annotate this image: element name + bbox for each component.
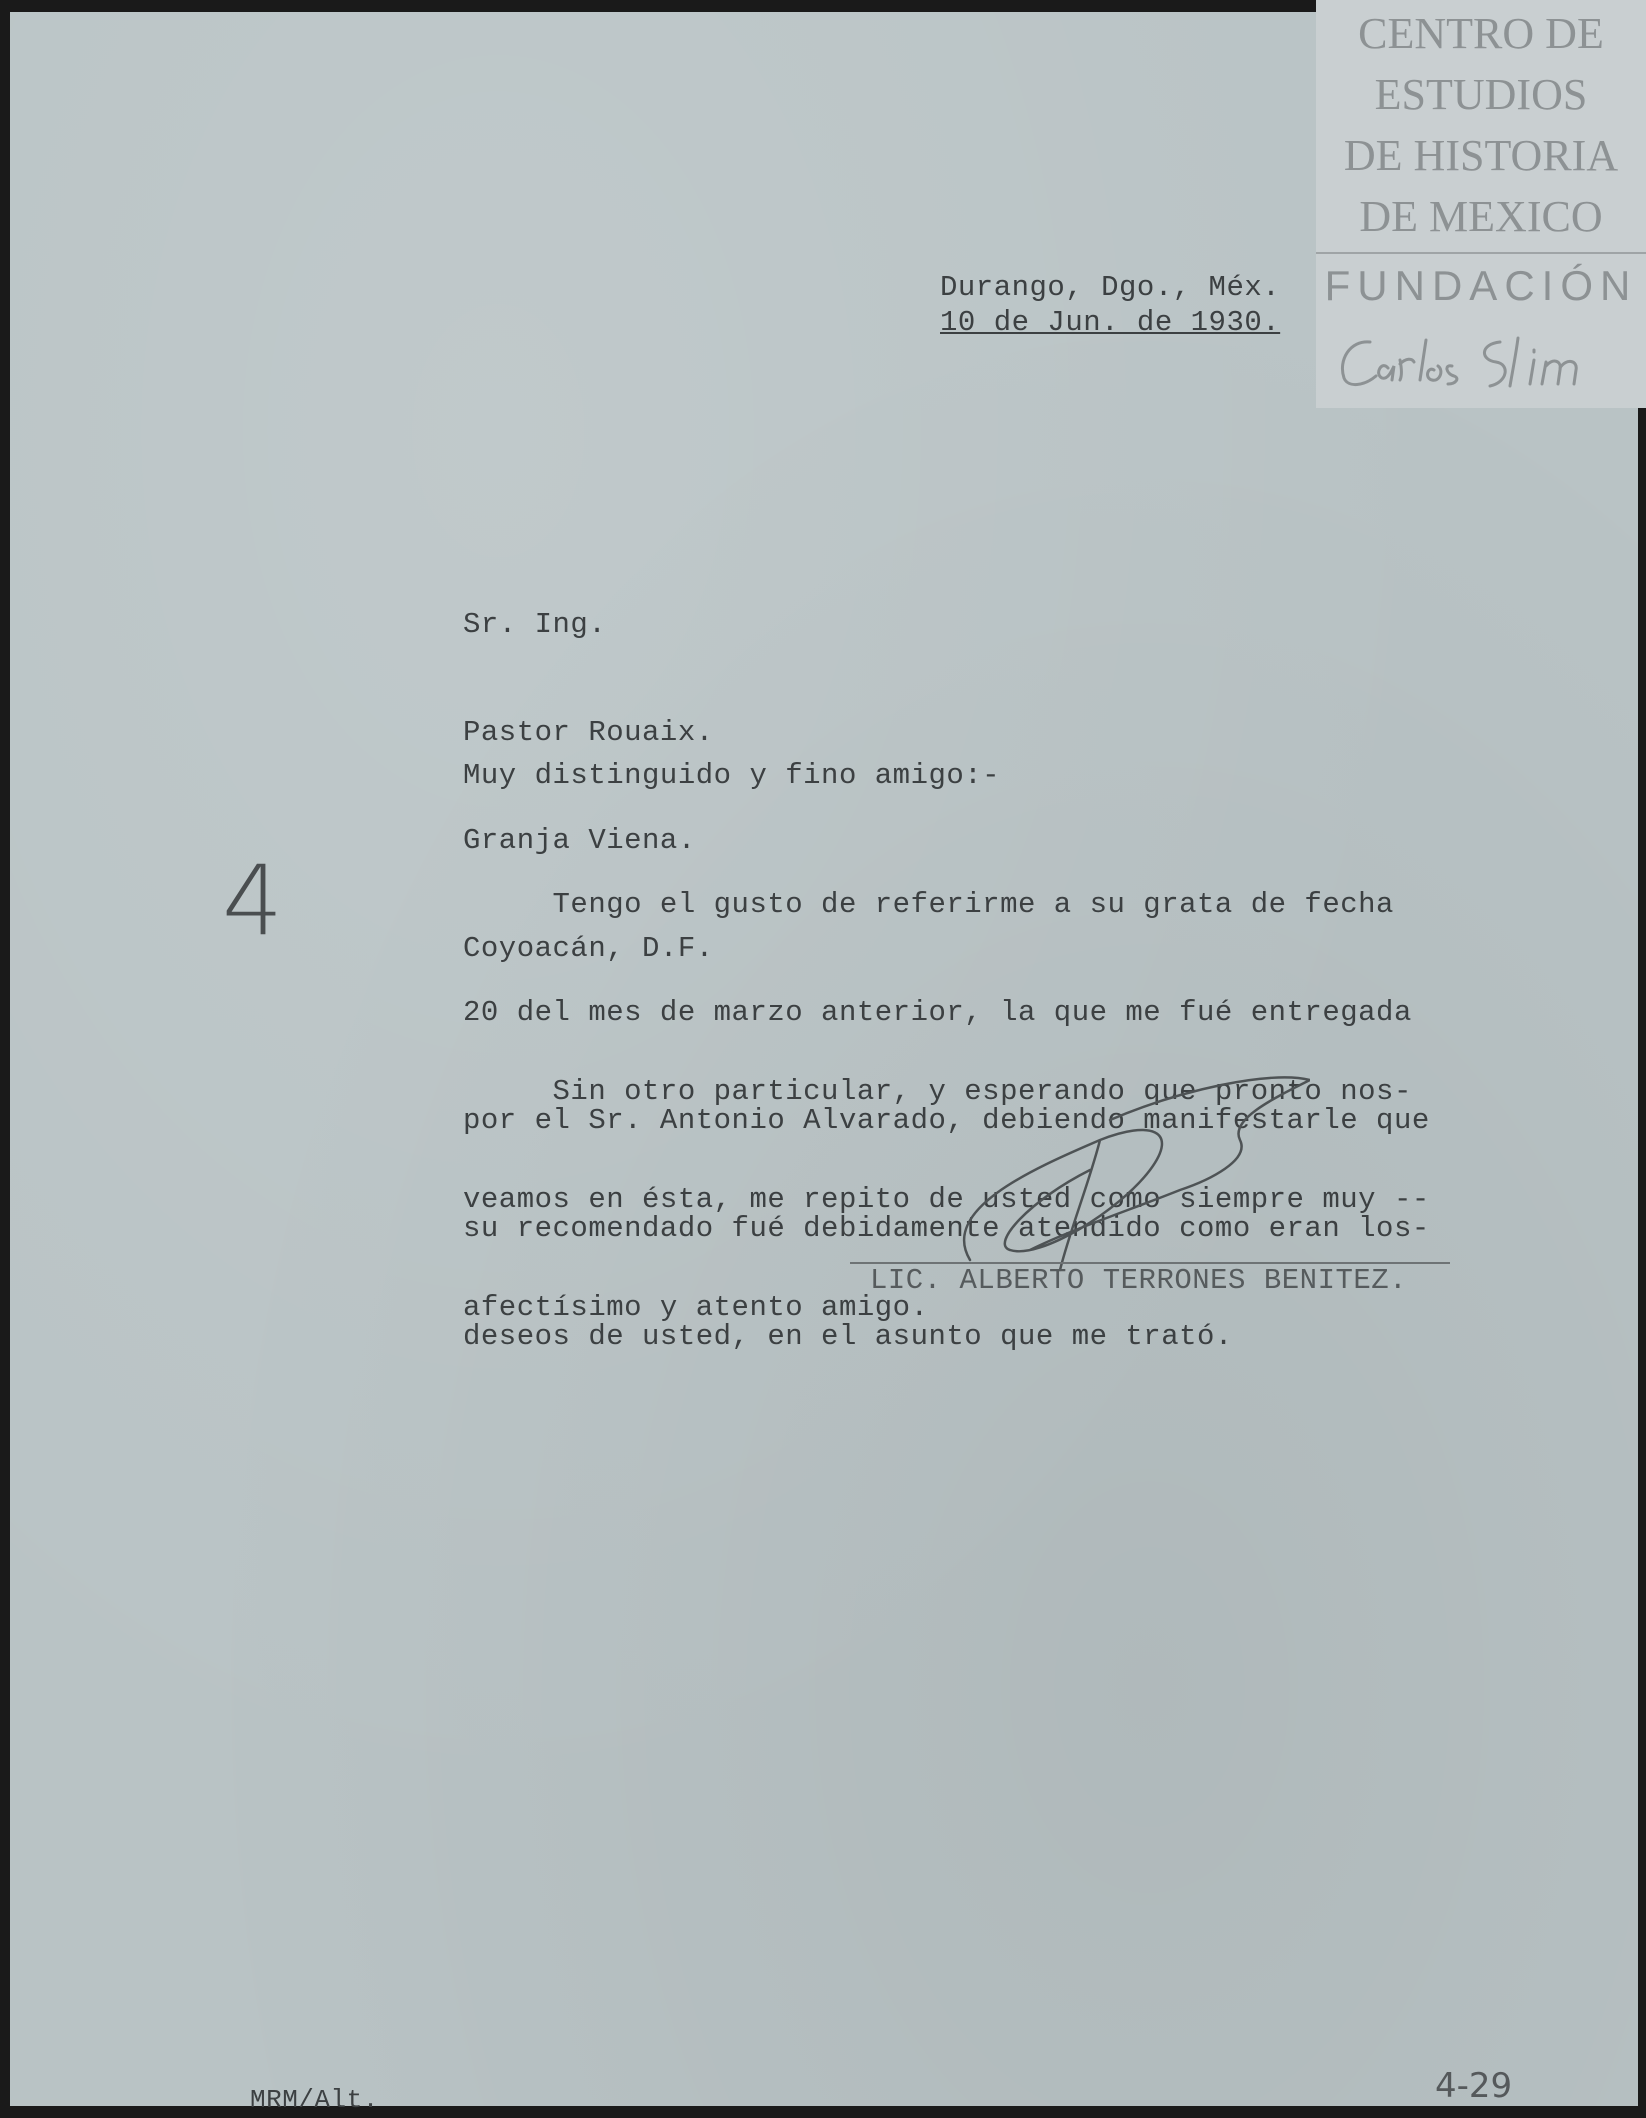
recipient-line: Pastor Rouaix. — [463, 716, 714, 749]
handwritten-page-mark: 4 — [222, 845, 284, 957]
stamp-line: CENTRO DE — [1358, 9, 1604, 58]
body-line: veamos en ésta, me repito de usted como siempre muy -- — [463, 1183, 1430, 1216]
stamp-foundation: FUNDACIÓN — [1324, 262, 1638, 309]
recipient-line: Granja Viena. — [463, 824, 696, 857]
stamp-line: ESTUDIOS — [1374, 70, 1588, 119]
recipient-line: Coyoacán, D.F. — [463, 932, 714, 965]
archive-stamp — [1316, 0, 1646, 408]
stamp-line: DE MEXICO — [1359, 192, 1603, 241]
body-line: afectísimo y atento amigo. — [463, 1291, 929, 1324]
body-line: Sin otro particular, y esperando que pronto nos- — [463, 1075, 1412, 1108]
recipient-line: Sr. Ing. — [463, 608, 607, 641]
stamp-divider — [1316, 252, 1646, 254]
letter-date: 10 de Jun. de 1930. — [940, 306, 1281, 339]
body-line: Tengo el gusto de referirme a su grata de fecha — [463, 888, 1394, 921]
body-line: 20 del mes de marzo anterior, la que me fué entregada — [463, 996, 1412, 1029]
body-line: deseos de usted, en el asunto que me trató. — [463, 1320, 1233, 1353]
body-line: por el Sr. Antonio Alvarado, debiendo manifestarle que — [463, 1104, 1430, 1137]
stamp-line: DE HISTORIA — [1343, 131, 1619, 180]
letter-place: Durango, Dgo., Méx. — [940, 271, 1281, 304]
salutation: Muy distinguido y fino amigo:- — [463, 759, 1001, 792]
typist-initials: MRM/Alt. — [250, 2085, 379, 2115]
signer-name: LIC. ALBERTO TERRONES BENITEZ. — [870, 1264, 1408, 1297]
body-line: su recomendado fué debidamente atendido como eran los- — [463, 1212, 1430, 1245]
foundation-signature-logo — [1330, 330, 1630, 400]
handwritten-reference: 4-29 — [1435, 2066, 1513, 2106]
handwritten-signature — [950, 1060, 1310, 1280]
